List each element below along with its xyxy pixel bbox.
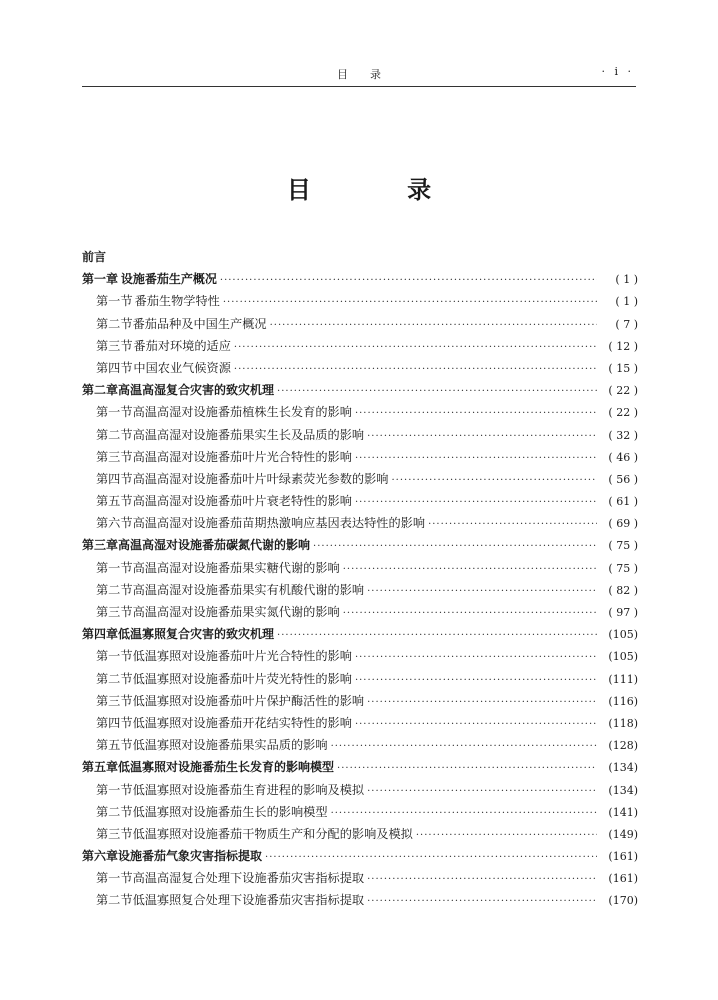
toc-entry-page: ( 7 ) xyxy=(615,317,638,331)
toc-entry-title: 设施番茄气象灾害指标提取 xyxy=(118,849,263,864)
dot-leader xyxy=(355,408,597,419)
toc-entry-title: 低温寡照对设施番茄生育进程的影响及模拟 xyxy=(132,782,365,797)
dot-leader xyxy=(416,830,597,841)
dot-leader xyxy=(367,874,597,885)
dot-leader xyxy=(392,475,598,486)
dot-leader xyxy=(343,564,597,575)
toc-entry-page: (149) xyxy=(608,827,638,841)
toc-chapter-row xyxy=(82,536,638,558)
toc-chapter-row xyxy=(82,847,638,869)
toc-section-row xyxy=(82,315,638,337)
toc-entry-page: ( 15 ) xyxy=(608,361,638,375)
dot-leader xyxy=(277,630,597,641)
toc-entry-number: 第四节 xyxy=(96,471,133,486)
toc-entry-page: ( 12 ) xyxy=(608,339,638,353)
toc-entry-title: 高温高湿对设施番茄叶片光合特性的影响 xyxy=(132,449,352,464)
toc-heading: 目 录 xyxy=(286,176,476,204)
toc-entry-number: 第二章 xyxy=(82,383,119,398)
toc-entry-title: 高温高湿复合处理下设施番茄灾害指标提取 xyxy=(132,871,365,886)
toc-entry-title: 低温寡照对设施番茄叶片荧光特性的影响 xyxy=(132,671,352,686)
dot-leader xyxy=(343,608,597,619)
dot-leader xyxy=(270,320,597,331)
toc-entry-title: 低温寡照对设施番茄生长的影响模型 xyxy=(132,804,328,819)
toc-entry-page: ( 61 ) xyxy=(608,495,638,509)
toc-section-row xyxy=(82,869,638,891)
toc-entry-page: (105) xyxy=(608,650,638,664)
toc-entry-page: (170) xyxy=(608,894,638,908)
toc-entry-page: ( 32 ) xyxy=(608,428,638,442)
toc-entry-number: 第三节 xyxy=(96,338,133,353)
dot-leader xyxy=(355,497,597,508)
toc-section-row xyxy=(82,714,638,736)
toc-entry-title: 设施番茄生产概况 xyxy=(120,272,217,287)
dot-leader xyxy=(355,719,597,730)
toc-entry-title: 低温寡照对设施番茄果实品质的影响 xyxy=(132,738,328,753)
toc-section-row xyxy=(82,337,638,359)
toc-entry-title: 高温高湿对设施番茄果实有机酸代谢的影响 xyxy=(132,582,365,597)
toc-section-row xyxy=(82,670,638,692)
toc-entry-title: 高温高湿对设施番茄果实氮代谢的影响 xyxy=(132,605,340,619)
dot-leader xyxy=(355,453,597,464)
toc-entry-title: 番茄对环境的适应 xyxy=(133,338,231,353)
toc-entry-page: ( 46 ) xyxy=(608,450,638,464)
dot-leader xyxy=(337,763,597,774)
toc-entry-page: ( 69 ) xyxy=(608,517,638,531)
toc-section-row xyxy=(82,825,638,847)
toc-section-row xyxy=(82,514,638,536)
toc-section-row xyxy=(82,803,638,825)
toc-entry-page: (105) xyxy=(608,628,638,642)
toc-entry-title: 番茄品种及中国生产概况 xyxy=(132,316,267,331)
dot-leader xyxy=(220,275,597,286)
toc-section-row xyxy=(82,559,638,581)
toc-entry-page: (134) xyxy=(608,761,638,775)
toc-section-row xyxy=(82,492,638,514)
toc-entry-number: 第四节 xyxy=(96,360,133,375)
toc-entry-number: 第六节 xyxy=(96,516,133,531)
toc-entry-number: 第一节 xyxy=(96,294,133,309)
toc-entry-page: ( 22 ) xyxy=(608,384,638,398)
toc-section-row xyxy=(82,359,638,381)
toc-entry-number: 第二节 xyxy=(96,671,133,686)
toc-entry-page: (134) xyxy=(608,783,638,797)
dot-leader xyxy=(265,852,597,863)
dot-leader xyxy=(367,431,597,442)
toc-entry-number: 第三节 xyxy=(96,449,133,464)
toc-entry-title: 低温寡照对设施番茄开花结实特性的影响 xyxy=(132,715,352,730)
toc-entry-number: 第一节 xyxy=(96,782,133,797)
toc-entry-number: 第五章 xyxy=(82,760,119,775)
toc-entry-number: 第五节 xyxy=(96,494,133,509)
toc-entry-page: (116) xyxy=(608,694,638,708)
toc-entry-title: 番茄生物学特性 xyxy=(134,294,220,309)
toc-entry-number: 第一节 xyxy=(96,560,133,575)
toc-section-row xyxy=(82,891,638,913)
dot-leader xyxy=(234,364,597,375)
toc-entry-number: 第二节 xyxy=(96,804,133,819)
dot-leader xyxy=(313,541,597,552)
toc-entry-title: 低温寡照对设施番茄叶片保护酶活性的影响 xyxy=(132,693,365,708)
toc-entry-title: 低温寡照对设施番茄干物质生产和分配的影响及模拟 xyxy=(132,826,413,841)
toc-entry-title: 高温高湿复合灾害的致灾机理 xyxy=(118,383,275,398)
dot-leader xyxy=(355,652,597,663)
toc-entry-page: ( 1 ) xyxy=(615,295,638,309)
toc-entry-number: 第三章 xyxy=(82,538,119,553)
toc-entry-number: 第六章 xyxy=(82,849,119,864)
toc-entry-title: 高温高湿对设施番茄果实糖代谢的影响 xyxy=(132,560,340,575)
toc-entry-number: 第五节 xyxy=(96,738,133,753)
toc-section-row xyxy=(82,403,638,425)
toc-entry-number: 第一节 xyxy=(96,649,133,664)
dot-leader xyxy=(234,342,597,353)
toc-entry-page: ( 97 ) xyxy=(608,606,638,619)
toc-entry-page: ( 1 ) xyxy=(615,273,638,287)
running-header xyxy=(82,64,636,87)
toc-entry-title: 中国农业气候资源 xyxy=(133,360,231,375)
toc-section-row xyxy=(82,470,638,492)
toc-entry-title: 高温高湿对设施番茄苗期热激响应基因表达特性的影响 xyxy=(132,516,426,531)
toc-entry-page: (118) xyxy=(608,716,638,730)
page-folio: · i · xyxy=(601,65,634,78)
dot-leader xyxy=(331,808,597,819)
dot-leader xyxy=(355,675,597,686)
toc-entry-page: ( 56 ) xyxy=(608,472,638,486)
toc-entry-title: 高温高湿对设施番茄果实生长及品质的影响 xyxy=(132,427,365,442)
toc-entry-number: 第二节 xyxy=(96,427,133,442)
toc-entry-number: 第三节 xyxy=(96,826,133,841)
toc-entry-page: (111) xyxy=(608,672,638,686)
toc-section-row xyxy=(82,448,638,470)
toc-entry-title: 高温高湿对设施番茄叶片叶绿素荧光参数的影响 xyxy=(132,471,389,486)
toc-entry-title: 高温高湿对设施番茄碳氮代谢的影响 xyxy=(118,538,311,553)
toc-entry-number: 第二节 xyxy=(96,893,133,908)
toc-section-row xyxy=(82,781,638,803)
toc-section-row xyxy=(82,292,638,314)
toc-chapter-row xyxy=(82,270,638,292)
toc-entry-title: 高温高湿对设施番茄植株生长发育的影响 xyxy=(132,405,352,420)
dot-leader xyxy=(277,386,597,397)
dot-leader xyxy=(331,741,597,752)
toc-entry-title: 低温寡照复合处理下设施番茄灾害指标提取 xyxy=(132,893,365,908)
dot-leader xyxy=(428,519,597,530)
toc-entry-page: ( 82 ) xyxy=(608,583,638,597)
toc-entry-page: ( 75 ) xyxy=(608,539,638,553)
toc-entry-number: 第二节 xyxy=(96,316,133,331)
toc-entry-title: 前言 xyxy=(82,250,107,264)
toc-chapter-row xyxy=(82,381,638,403)
toc-entry-number: 第四章 xyxy=(82,627,119,642)
toc-section-row xyxy=(82,692,638,714)
toc-section-row xyxy=(82,581,638,603)
toc-entry-title: 高温高湿对设施番茄叶片衰老特性的影响 xyxy=(132,494,352,509)
toc-preface xyxy=(82,248,638,270)
table-of-contents xyxy=(82,248,638,914)
dot-leader xyxy=(367,586,597,597)
toc-section-row xyxy=(82,647,638,669)
dot-leader xyxy=(367,786,597,797)
toc-entry-number: 第一章 xyxy=(82,272,119,287)
toc-entry-number: 第一节 xyxy=(96,871,133,886)
toc-entry-number: 第四节 xyxy=(96,715,133,730)
toc-entry-page: (161) xyxy=(608,850,638,864)
dot-leader xyxy=(367,896,597,907)
toc-entry-number: 第一节 xyxy=(96,405,133,420)
toc-entry-number: 第二节 xyxy=(96,582,133,597)
toc-section-row xyxy=(82,426,638,448)
toc-entry-number: 第三节 xyxy=(96,693,133,708)
running-title: 目录 xyxy=(337,68,403,81)
dot-leader xyxy=(223,297,597,308)
dot-leader xyxy=(367,697,597,708)
toc-entry-title: 低温寡照对设施番茄生长发育的影响模型 xyxy=(118,760,335,775)
toc-chapter-row xyxy=(82,625,638,647)
toc-entry-page: (128) xyxy=(608,739,638,753)
toc-chapter-row xyxy=(82,758,638,780)
toc-entry-title: 低温寡照对设施番茄叶片光合特性的影响 xyxy=(132,649,352,664)
toc-section-row xyxy=(82,736,638,758)
toc-entry-page: ( 75 ) xyxy=(608,561,638,575)
toc-entry-page: (141) xyxy=(608,805,638,819)
toc-entry-title: 低温寡照复合灾害的致灾机理 xyxy=(118,627,275,642)
toc-section-row xyxy=(82,603,638,625)
toc-entry-page: ( 22 ) xyxy=(608,406,638,420)
toc-entry-page: (161) xyxy=(608,872,638,886)
toc-entry-number: 第三节 xyxy=(96,605,133,619)
